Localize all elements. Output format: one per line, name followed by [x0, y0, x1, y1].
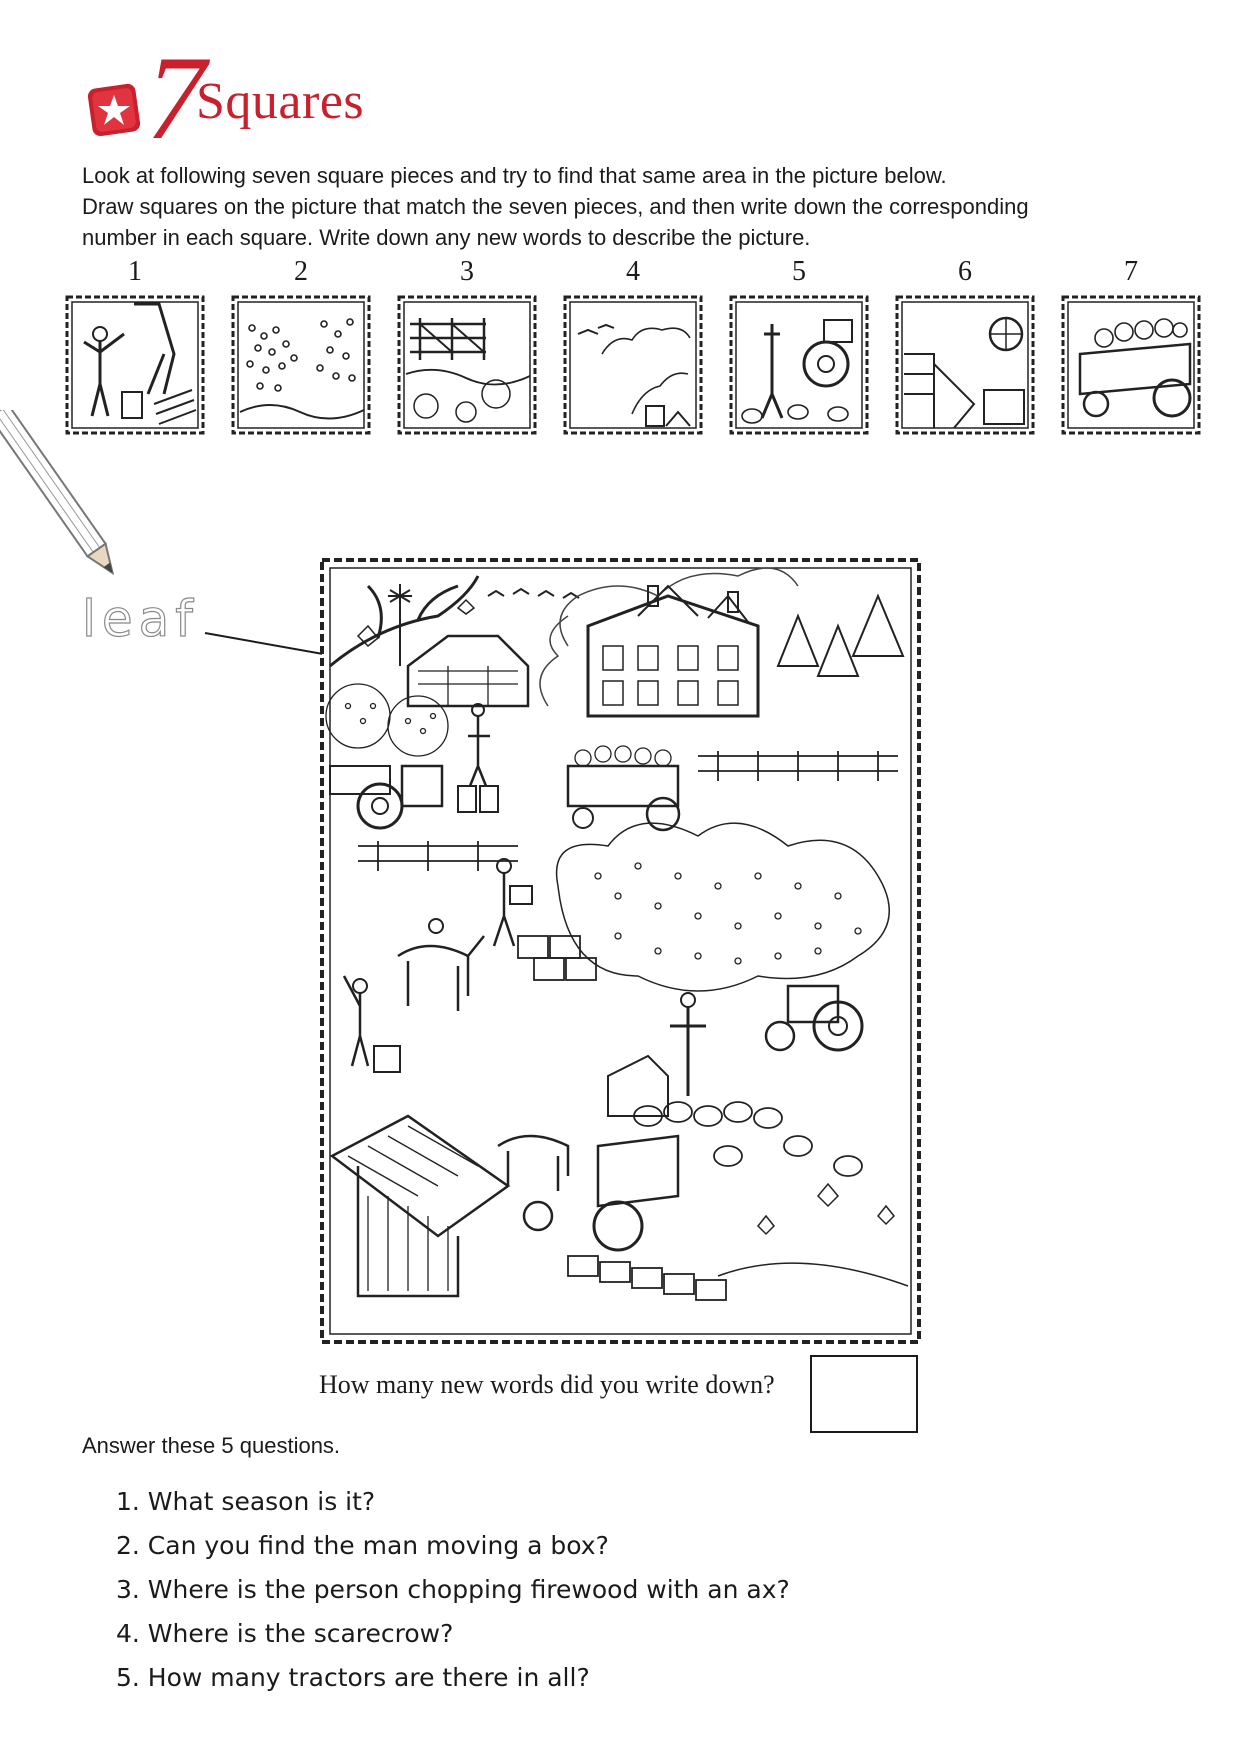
puzzle-tile-2[interactable]	[230, 294, 372, 436]
instruction-line: Draw squares on the picture that match the seven pieces, and then write down the corresponding	[82, 194, 1029, 219]
tile-number-2: 2	[294, 256, 308, 287]
puzzle-tile-7[interactable]	[1060, 294, 1202, 436]
question-item: 4. Where is the scarecrow?	[116, 1619, 454, 1648]
tile-number-4: 4	[626, 256, 640, 287]
tile-number-1: 1	[128, 256, 142, 287]
question-item: 2. Can you find the man moving a box?	[116, 1531, 609, 1560]
instruction-line: number in each square. Write down any new words to describe the picture.	[82, 225, 811, 250]
question-item: 3. Where is the person chopping firewood with an ax?	[116, 1575, 790, 1604]
puzzle-tile-5[interactable]	[728, 294, 870, 436]
puzzle-tile-3[interactable]	[396, 294, 538, 436]
farm-scene-picture[interactable]	[318, 556, 923, 1346]
star-badge-icon	[84, 80, 144, 140]
word-count-prompt: How many new words did you write down?	[319, 1370, 775, 1399]
logo-number: 7	[146, 31, 206, 164]
word-count-answer-box[interactable]	[810, 1355, 918, 1433]
question-item: 1. What season is it?	[116, 1487, 376, 1516]
puzzle-tile-4[interactable]	[562, 294, 704, 436]
tile-number-6: 6	[958, 256, 972, 287]
pencil-icon	[0, 410, 130, 600]
tile-number-7: 7	[1124, 256, 1138, 287]
logo-title: Squares	[196, 73, 365, 130]
tile-number-3: 3	[460, 256, 474, 287]
tile-number-5: 5	[792, 256, 806, 287]
question-list	[116, 1480, 790, 1700]
questions-heading: Answer these 5 questions.	[82, 1433, 341, 1458]
question-item: 5. How many tractors are there in all?	[116, 1663, 590, 1692]
example-word: leaf	[82, 590, 199, 648]
puzzle-tile-6[interactable]	[894, 294, 1036, 436]
instruction-line: Look at following seven square pieces and try to find that same area in the picture below.	[82, 163, 947, 188]
instructions	[82, 160, 1182, 253]
